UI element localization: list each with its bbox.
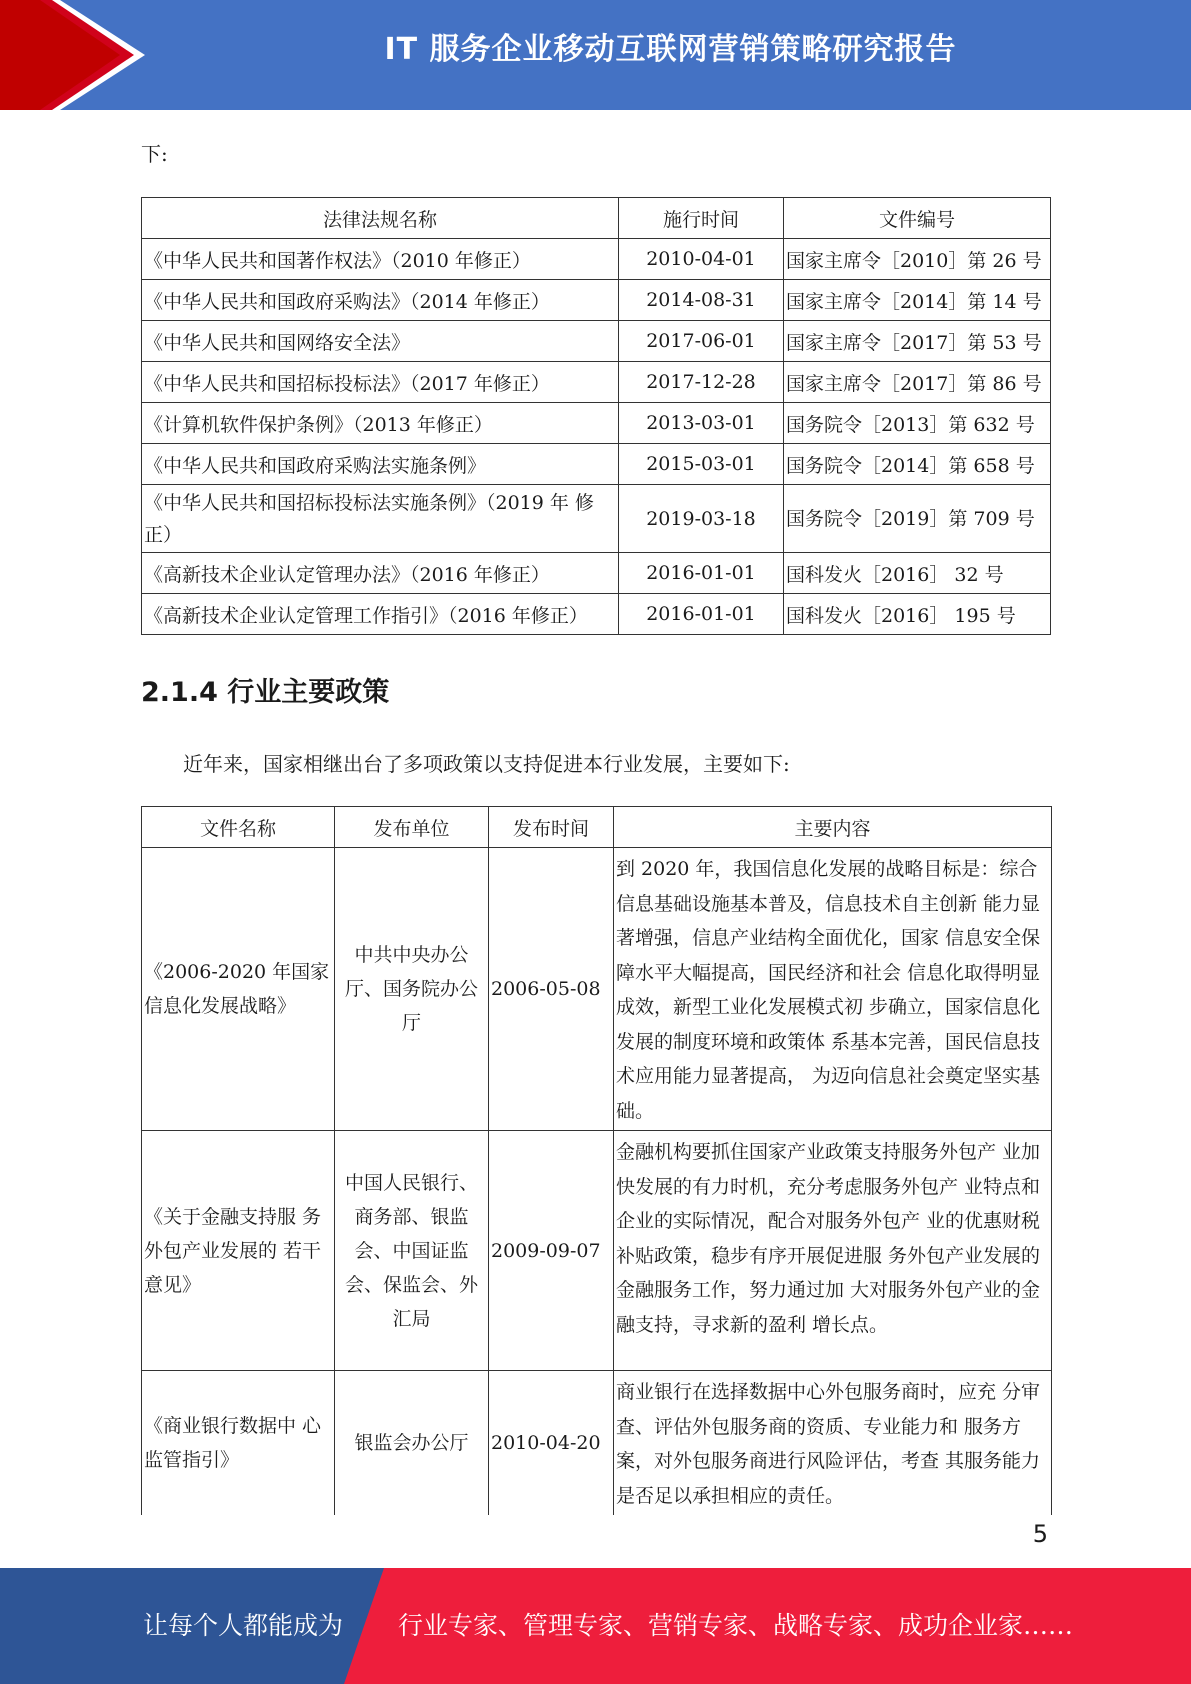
policy-table <box>141 806 1052 1515</box>
policy-name: 《2006-2020 年国家信息化发展战略》 <box>142 848 335 1131</box>
law-date: 2019-03-18 <box>619 485 784 553</box>
law-number: 国务院令［2014］第 658 号 <box>784 444 1051 485</box>
law-name: 《中华人民共和国招标投标法》（2017 年修正） <box>142 362 619 403</box>
laws-header-number: 文件编号 <box>784 198 1051 239</box>
table-row <box>142 280 1051 321</box>
policy-content: 到 2020 年，我国信息化发展的战略目标是：综合信息基础设施基本普及，信息技术自主创新 能力显著增强，信息产业结构全面优化，国家 信息安全保障水平大幅提高，国民经济和社会 信息化取得明显成效，新型工业化发展模式初 步确立，国家信息化发展的制度环境和政策体 系基本完善，国民信息技术应用能力显著提高， 为迈向信息社会奠定坚实基础。 <box>614 848 1052 1131</box>
policy-issuer: 中国人民银行、商务部、银监会、中国证监会、保监会、外汇局 <box>335 1131 489 1371</box>
table-row <box>142 594 1051 635</box>
laws-table <box>141 197 1051 635</box>
policy-content: 金融机构要抓住国家产业政策支持服务外包产 业加快发展的有力时机，充分考虑服务外包产 业特点和企业的实际情况，配合对服务外包产 业的优惠财税补贴政策，稳步有序开展促进服 务外包产业发展的金融服务工作，努力通过加 大对服务外包产业的金融支持，寻求新的盈利 增长点。 <box>614 1131 1052 1371</box>
policy-issuer: 中共中央办公厅、国务院办公厅 <box>335 848 489 1131</box>
law-date: 2016-01-01 <box>619 553 784 594</box>
law-name: 《中华人民共和国招标投标法实施条例》（2019 年 修正） <box>142 485 619 553</box>
law-date: 2017-06-01 <box>619 321 784 362</box>
law-name: 《计算机软件保护条例》（2013 年修正） <box>142 403 619 444</box>
law-date: 2013-03-01 <box>619 403 784 444</box>
report-title: IT 服务企业移动互联网营销策略研究报告 <box>384 32 957 67</box>
section-intro: 近年来，国家相继出台了多项政策以支持促进本行业发展，主要如下: <box>183 752 790 776</box>
policy-header-content: 主要内容 <box>614 807 1052 848</box>
continuation-text: 下: <box>141 142 168 166</box>
policy-date: 2010-04-20 <box>489 1371 614 1516</box>
table-row <box>142 362 1051 403</box>
law-name: 《高新技术企业认定管理工作指引》（2016 年修正） <box>142 594 619 635</box>
table-row <box>142 1131 1052 1371</box>
header-arrow-graphic <box>0 0 150 110</box>
policy-date: 2006-05-08 <box>489 848 614 1131</box>
law-number: 国务院令［2013］第 632 号 <box>784 403 1051 444</box>
policy-name: 《关于金融支持服 务外包产业发展的 若干意见》 <box>142 1131 335 1371</box>
law-date: 2017-12-28 <box>619 362 784 403</box>
footer-slogan-right: 行业专家、管理专家、营销专家、战略专家、成功企业家…… <box>398 1611 1074 1640</box>
law-number: 国科发火［2016］ 32 号 <box>784 553 1051 594</box>
policy-header-issuer: 发布单位 <box>335 807 489 848</box>
law-number: 国家主席令［2017］第 53 号 <box>784 321 1051 362</box>
law-number: 国家主席令［2010］第 26 号 <box>784 239 1051 280</box>
law-name: 《中华人民共和国政府采购法实施条例》 <box>142 444 619 485</box>
laws-header-name: 法律法规名称 <box>142 198 619 239</box>
table-row <box>142 848 1052 1131</box>
table-row <box>142 1371 1052 1516</box>
law-name: 《中华人民共和国网络安全法》 <box>142 321 619 362</box>
law-number: 国科发火［2016］ 195 号 <box>784 594 1051 635</box>
policy-content: 商业银行在选择数据中心外包服务商时，应充 分审查、评估外包服务商的资质、专业能力和 服务方案，对外包服务商进行风险评估，考查 其服务能力是否足以承担相应的责任。 <box>614 1371 1052 1516</box>
page-footer <box>0 1568 1191 1684</box>
law-name: 《中华人民共和国著作权法》（2010 年修正） <box>142 239 619 280</box>
law-number: 国务院令［2019］第 709 号 <box>784 485 1051 553</box>
table-row <box>142 403 1051 444</box>
table-row <box>142 553 1051 594</box>
policy-header-date: 发布时间 <box>489 807 614 848</box>
table-row <box>142 485 1051 553</box>
page-number: 5 <box>1032 1520 1048 1548</box>
laws-header-date: 施行时间 <box>619 198 784 239</box>
policy-header-name: 文件名称 <box>142 807 335 848</box>
law-number: 国家主席令［2017］第 86 号 <box>784 362 1051 403</box>
law-date: 2015-03-01 <box>619 444 784 485</box>
law-date: 2014-08-31 <box>619 280 784 321</box>
law-name: 《中华人民共和国政府采购法》（2014 年修正） <box>142 280 619 321</box>
table-row <box>142 239 1051 280</box>
table-row <box>142 444 1051 485</box>
law-name: 《高新技术企业认定管理办法》（2016 年修正） <box>142 553 619 594</box>
page-header <box>0 0 1191 110</box>
policy-issuer: 银监会办公厅 <box>335 1371 489 1516</box>
policy-name: 《商业银行数据中 心监管指引》 <box>142 1371 335 1516</box>
policy-date: 2009-09-07 <box>489 1131 614 1371</box>
footer-slogan-left: 让每个人都能成为 <box>143 1611 344 1640</box>
law-date: 2010-04-01 <box>619 239 784 280</box>
section-heading: 2.1.4 行业主要政策 <box>141 677 390 708</box>
law-date: 2016-01-01 <box>619 594 784 635</box>
table-row <box>142 321 1051 362</box>
law-number: 国家主席令［2014］第 14 号 <box>784 280 1051 321</box>
